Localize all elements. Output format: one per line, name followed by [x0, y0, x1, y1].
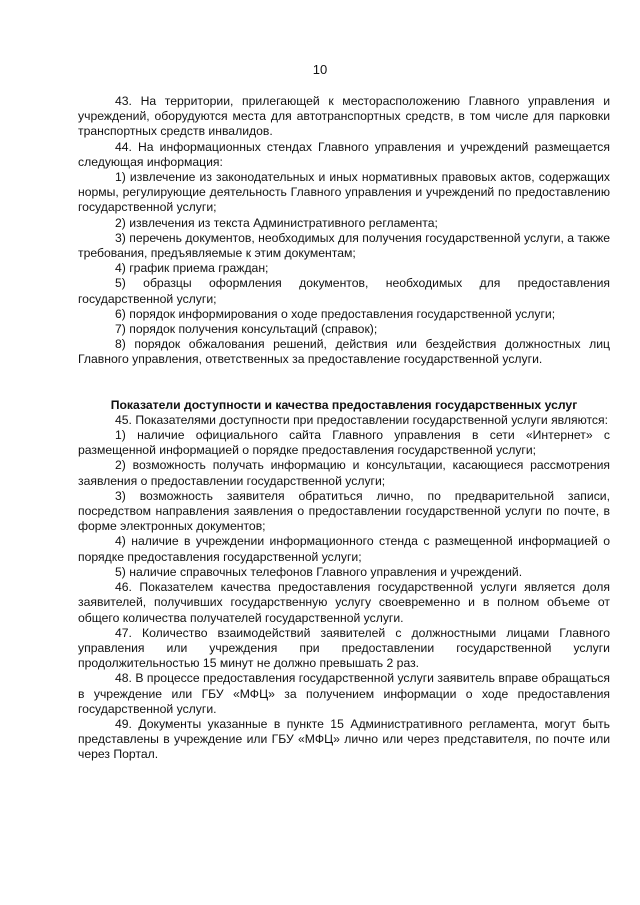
paragraph: 49. Документы указанные в пункте 15 Административного регламента, могут быть представлены в учреждение или ГБУ «МФЦ» лично или через представителя, по почте или через Портал.	[78, 716, 610, 762]
paragraph: 43. На территории, прилегающей к месторасположению Главного управления и учреждений, оборудуются места для автотранспортных средств, в том числе для парковки транспортных средств инвалидов.	[78, 94, 610, 139]
list-item: 5) наличие справочных телефонов Главного управления и учреждений.	[115, 564, 523, 579]
list-item: 4) график приема граждан;	[115, 261, 269, 276]
section-heading: Показатели доступности и качества предоставления государственных услуг	[110, 397, 578, 412]
document-body	[78, 94, 610, 763]
list-item: 7) порядок получения консультаций (справок);	[115, 322, 378, 337]
page-number: 10	[312, 62, 328, 77]
list-item: 6) порядок информирования о ходе предоставления государственной услуги;	[115, 306, 556, 321]
list-item: 3) перечень документов, необходимых для получения государственной услуги, а также требования, предъявляемые к этим документам;	[78, 230, 610, 261]
list-item: 4) наличие в учреждении информационного стенда с размещенной информацией о порядке предоставления государственной услуги;	[78, 534, 610, 564]
list-item: 8) порядок обжалования решений, действия или бездействия должностных лиц Главного управления, ответственных за предоставление государственной услуги.	[78, 337, 610, 367]
list-item: 2) извлечения из текста Административного регламента;	[115, 215, 438, 230]
paragraph: 46. Показателем качества предоставления государственной услуги является доля заявителей, получивших государственную услугу своевременно и в полном объеме от общего количества получателей государственной услуги.	[78, 580, 610, 625]
list-item: 3) возможность заявителя обратиться лично, по предварительной записи, посредством направления заявления о предоставлении государственной услуги по почте, в форме электронных документов;	[78, 488, 610, 534]
list-item: 1) извлечение из законодательных и иных нормативных правовых актов, содержащих нормы, регулирующие деятельность Главного управления и учреждений по предоставлению государственной услуги;	[78, 170, 610, 215]
list-item: 1) наличие официального сайта Главного управления в сети «Интернет» с размещенной информацией о порядке предоставления государственной услуги;	[78, 428, 610, 458]
paragraph: 45. Показателями доступности при предоставлении государственной услуги являются:	[115, 412, 608, 427]
paragraph: 47. Количество взаимодействий заявителей с должностными лицами Главного управления или учреждения при предоставлении государственной услуги продолжительностью 15 минут не должно превышать 2 раз.	[78, 625, 610, 671]
list-item: 5) образцы оформления документов, необходимых для предоставления государственной услуги;	[78, 276, 610, 306]
list-item: 2) возможность получать информацию и консультации, касающиеся рассмотрения заявления о предоставлении государственной услуги;	[78, 458, 610, 488]
paragraph: 48. В процессе предоставления государственной услуги заявитель вправе обращаться в учреждение или ГБУ «МФЦ» за получением информации о ходе предоставления государственной услуги.	[78, 671, 610, 716]
paragraph: 44. На информационных стендах Главного управления и учреждений размещается следующая информация:	[78, 139, 610, 169]
section-gap	[78, 368, 610, 398]
